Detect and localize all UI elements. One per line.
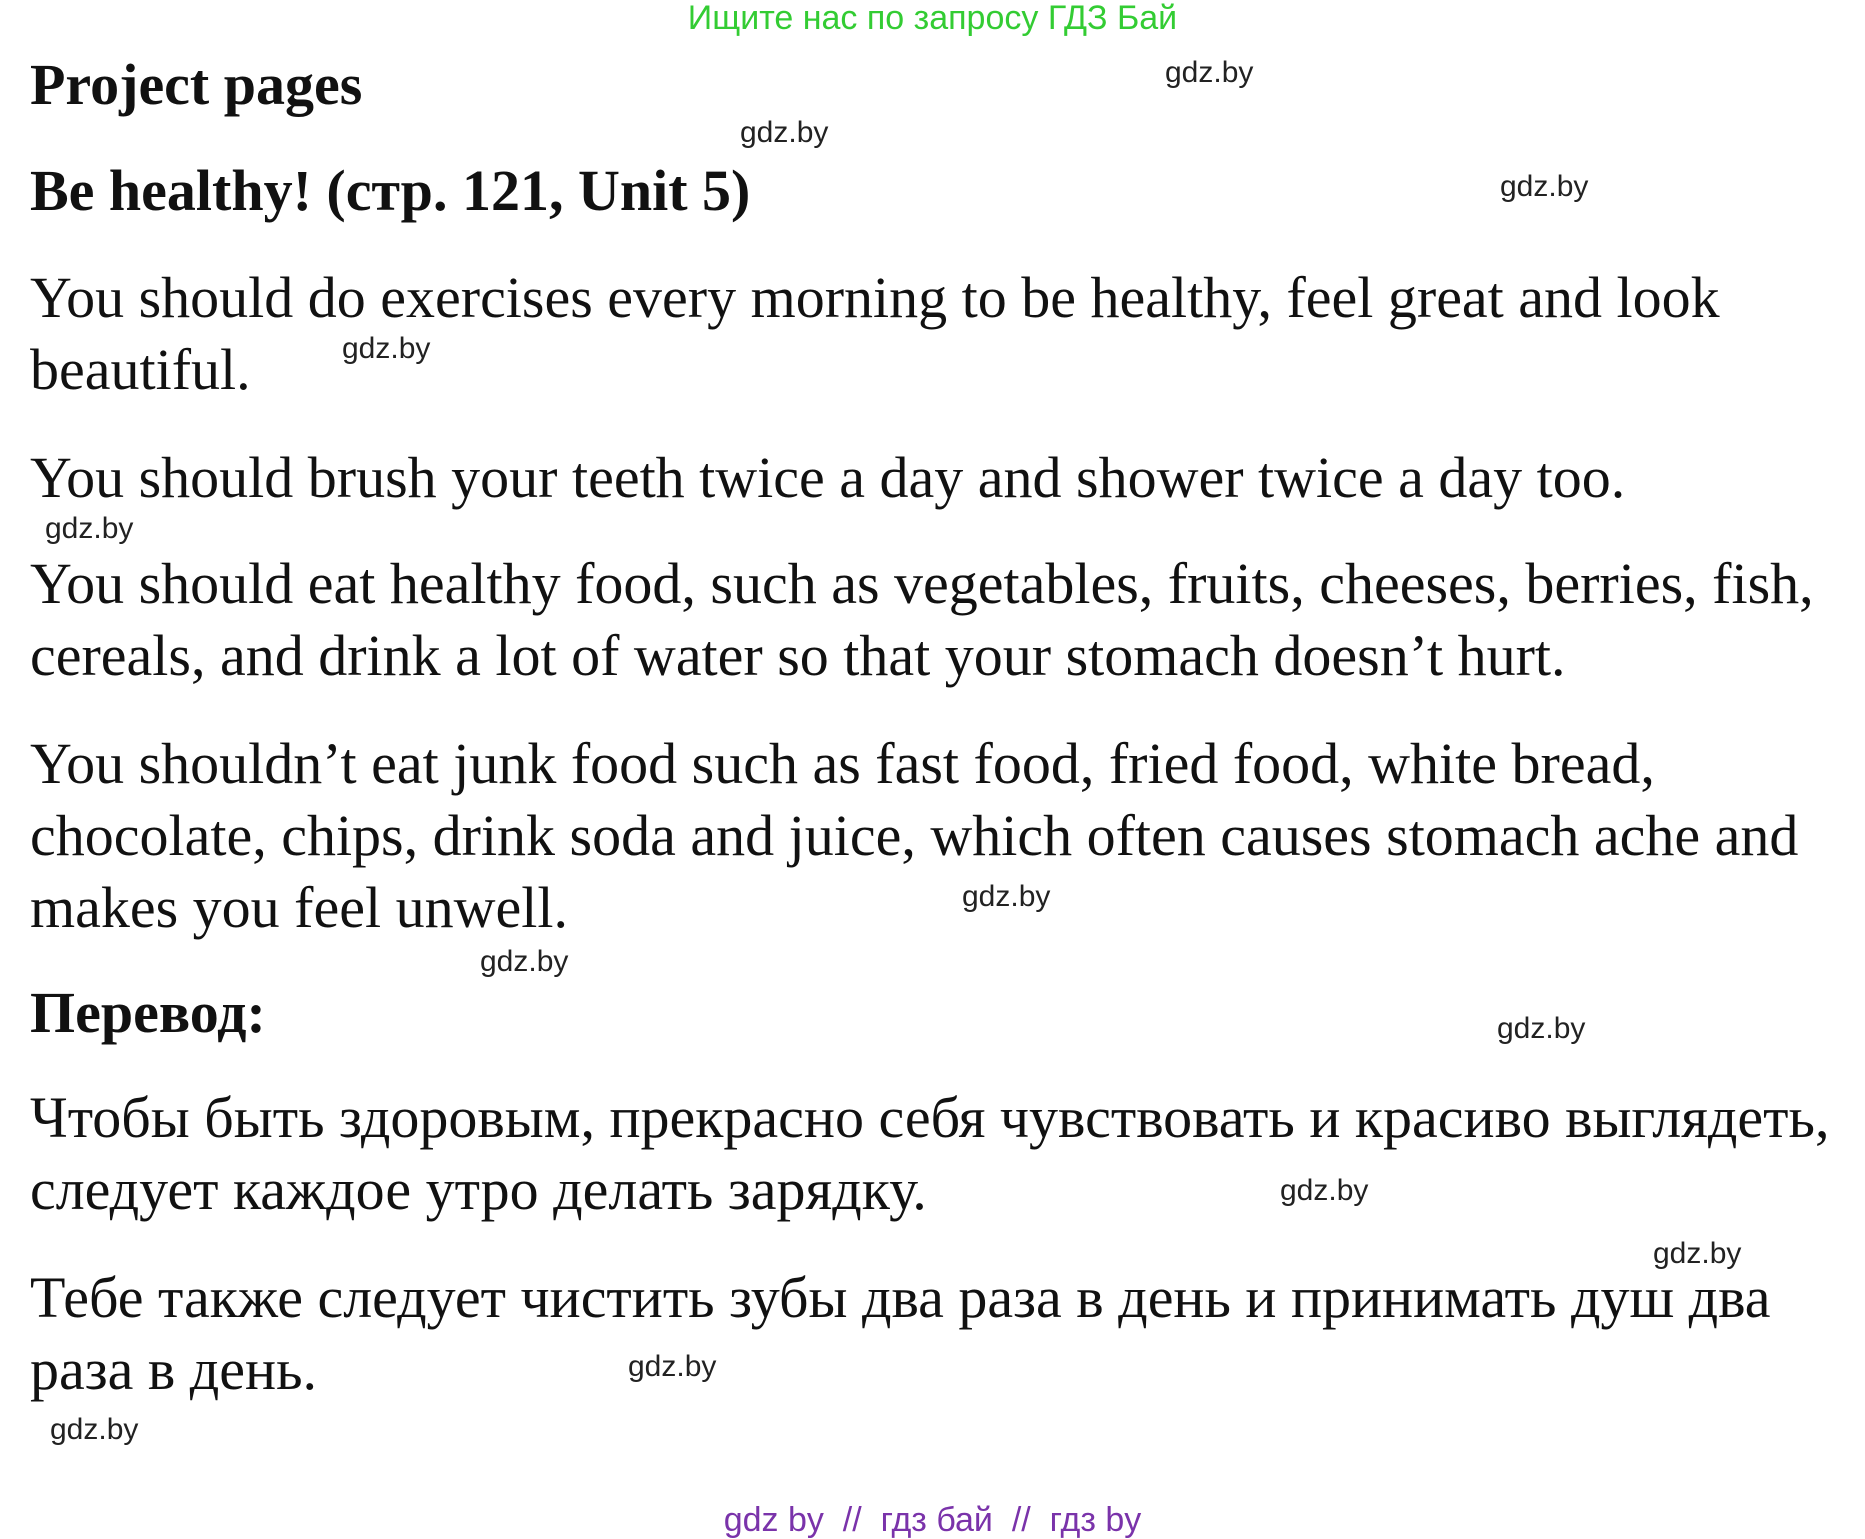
translation-heading: Перевод: — [30, 980, 266, 1045]
text-line: следует каждое утро делать зарядку. — [30, 1157, 927, 1222]
watermark: gdz.by — [1497, 1012, 1586, 1045]
watermark: gdz.by — [45, 512, 134, 545]
text-line: chocolate, chips, drink soda and juice, which often causes stomach ache and — [30, 803, 1799, 868]
watermark: gdz.by — [480, 945, 569, 978]
russian-paragraph-2 — [30, 1262, 1850, 1406]
watermark: gdz.by — [1500, 170, 1589, 203]
text-line: makes you feel unwell. — [30, 875, 568, 940]
text-line: cereals, and drink a lot of water so that your stomach doesn’t hurt. — [30, 623, 1566, 688]
english-paragraph-2 — [30, 442, 1850, 514]
top-banner: Ищите нас по запросу ГДЗ Бай — [687, 0, 1178, 37]
text-line: раза в день. — [30, 1337, 318, 1402]
text-line: You should do exercises every morning to be healthy, feel great and look — [30, 265, 1720, 330]
watermark: gdz.by — [1280, 1174, 1369, 1207]
text-line: You should eat healthy food, such as vegetables, fruits, cheeses, berries, fish, — [30, 551, 1814, 616]
watermark: gdz.by — [50, 1413, 139, 1446]
text-line: beautiful. — [30, 337, 251, 402]
text-line: You should brush your teeth twice a day and shower twice a day too. — [30, 445, 1626, 510]
english-paragraph-3 — [30, 548, 1850, 692]
watermark: gdz.by — [962, 880, 1051, 913]
text-line: You shouldn’t eat junk food such as fast food, fried food, white bread, — [30, 731, 1655, 796]
english-paragraph-1 — [30, 262, 1850, 406]
english-paragraph-4 — [30, 728, 1850, 944]
watermark: gdz.by — [342, 332, 431, 365]
watermark: gdz.by — [628, 1350, 717, 1383]
text-line: Тебе также следует чистить зубы два раза в день и принимать душ два — [30, 1265, 1771, 1330]
footer-links: gdz by // гдз бай // гдз by — [723, 1501, 1142, 1539]
russian-paragraph-1 — [30, 1082, 1850, 1226]
watermark: gdz.by — [1165, 56, 1254, 89]
text-line: Чтобы быть здоровым, прекрасно себя чувствовать и красиво выглядеть, — [30, 1085, 1830, 1150]
be-healthy-heading: Be healthy! (стр. 121, Unit 5) — [30, 158, 751, 223]
watermark: gdz.by — [1653, 1237, 1742, 1270]
watermark: gdz.by — [740, 116, 829, 149]
project-pages-heading: Project pages — [30, 52, 363, 117]
